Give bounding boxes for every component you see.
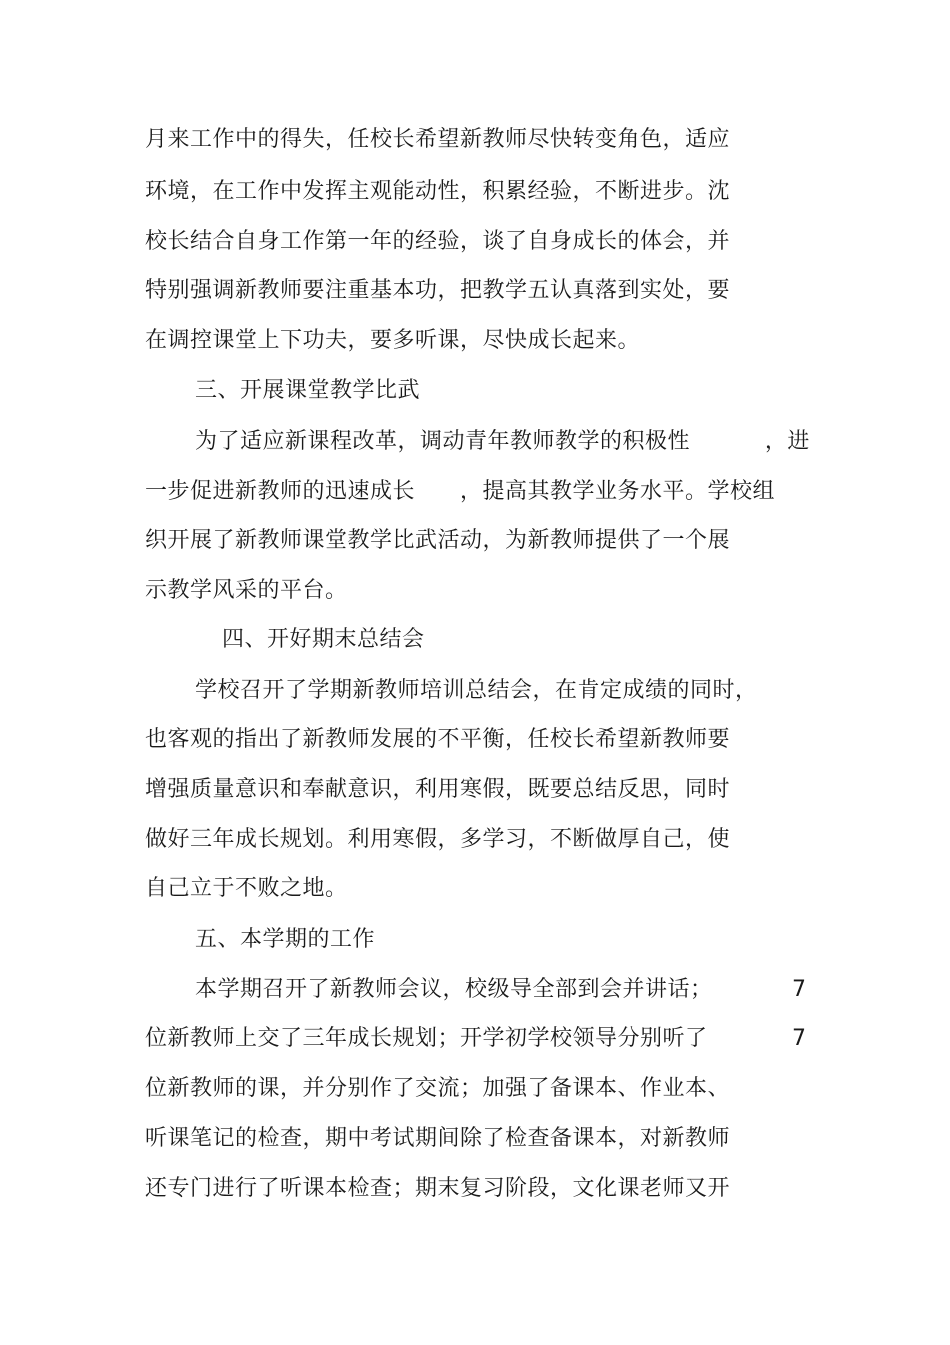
line-end-number: 7 <box>792 1026 806 1051</box>
section-heading: 四、开好期末总结会 <box>222 627 425 652</box>
text-line: 织开展了新教师课堂教学比武活动，为新教师提供了一个展 <box>145 528 731 553</box>
text-line: 听课笔记的检查，期中考试期间除了检查备课本，对新教师 <box>145 1126 731 1151</box>
text-line: 示教学风采的平台。 <box>145 578 348 603</box>
text-line: 特别强调新教师要注重基本功，把教学五认真落到实处，要 <box>145 278 731 303</box>
text-line: 本学期召开了新教师会议，校级导全部到会并讲话； <box>195 977 713 1002</box>
text-line: 增强质量意识和奉献意识，利用寒假，既要总结反思，同时 <box>145 777 731 802</box>
text-line: 做好三年成长规划。利用寒假，多学习，不断做厚自己，使 <box>145 827 731 852</box>
line-end-number: 7 <box>792 977 806 1002</box>
text-line: 学校召开了学期新教师培训总结会，在肯定成绩的同时， <box>195 678 758 703</box>
text-line: 在调控课堂上下功夫，要多听课，尽快成长起来。 <box>145 328 641 353</box>
text-line: 位新教师上交了三年成长规划；开学初学校领导分别听了 <box>145 1026 708 1051</box>
text-line: 自己立于不败之地。 <box>145 876 348 901</box>
text-line: 环境，在工作中发挥主观能动性，积累经验，不断进步。沈 <box>145 179 731 204</box>
section-heading: 五、本学期的工作 <box>195 927 376 952</box>
text-line: 还专门进行了听课本检查；期末复习阶段，文化课老师又开 <box>145 1176 731 1201</box>
text-line: 一步促进新教师的迅速成长 ，提高其教学业务水平。学校组 <box>145 479 775 504</box>
text-line: 也客观的指出了新教师发展的不平衡，任校长希望新教师要 <box>145 727 731 752</box>
text-line: 为了适应新课程改革，调动青年教师教学的积极性 ，进 <box>195 429 810 454</box>
text-line: 月来工作中的得失，任校长希望新教师尽快转变角色，适应 <box>145 127 731 152</box>
text-line: 位新教师的课，并分别作了交流；加强了备课本、作业本、 <box>145 1076 731 1101</box>
text-line: 校长结合自身工作第一年的经验，谈了自身成长的体会，并 <box>145 229 731 254</box>
section-heading: 三、开展课堂教学比武 <box>195 378 421 403</box>
